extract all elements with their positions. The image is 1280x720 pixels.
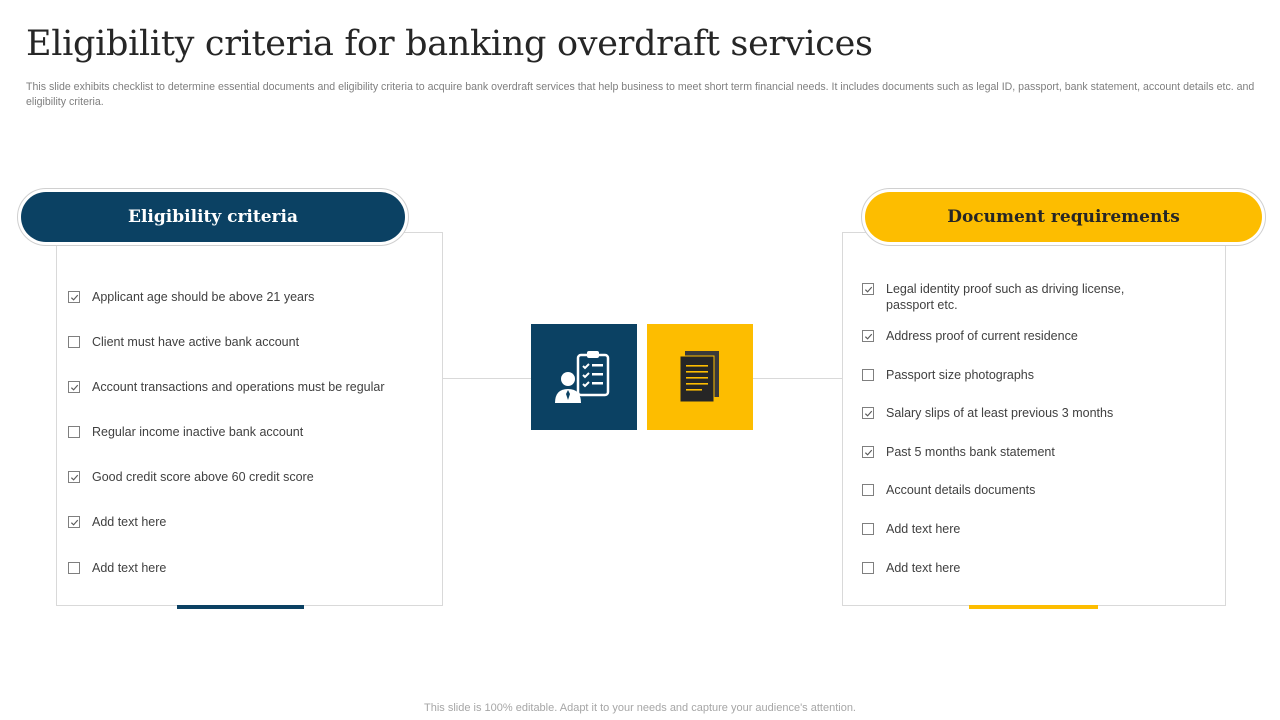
checklist-item (862, 405, 1152, 421)
checked-checkbox-icon[interactable] (862, 407, 874, 419)
checklist-item-label: Client must have active bank account (92, 335, 300, 349)
connector-right-horizontal (753, 378, 843, 379)
checklist-item (68, 334, 428, 350)
checklist-item-label: Legal identity proof such as driving license, passport etc. (886, 282, 1125, 312)
empty-checkbox-icon[interactable] (862, 523, 874, 535)
documents-icon (647, 324, 753, 430)
checklist-item (862, 328, 1152, 344)
eligibility-heading: Eligibility criteria (21, 192, 405, 242)
documents-heading-pill (861, 188, 1266, 246)
empty-checkbox-icon[interactable] (862, 369, 874, 381)
checklist-item-label: Add text here (92, 561, 167, 575)
checked-checkbox-icon[interactable] (862, 283, 874, 295)
empty-checkbox-icon[interactable] (68, 336, 80, 348)
person-checklist-icon (531, 324, 637, 430)
checklist-item-label: Account transactions and operations must be regular (92, 380, 385, 394)
empty-checkbox-icon[interactable] (862, 484, 874, 496)
checklist-item-label: Applicant age should be above 21 years (92, 290, 315, 304)
documents-heading: Document requirements (865, 192, 1262, 242)
checklist-item-label: Past 5 months bank statement (886, 445, 1055, 459)
checked-checkbox-icon[interactable] (68, 291, 80, 303)
slide-title: Eligibility criteria for banking overdraft services (26, 24, 873, 64)
checklist-item (68, 424, 428, 440)
eligibility-heading-pill (17, 188, 409, 246)
checklist-item (862, 482, 1152, 498)
connector-left-horizontal (441, 378, 531, 379)
checklist-item-label: Add text here (886, 561, 961, 575)
checklist-item-label: Regular income inactive bank account (92, 425, 304, 439)
checklist-item (862, 444, 1152, 460)
checklist-item (68, 469, 428, 485)
checklist-item-label: Good credit score above 60 credit score (92, 470, 314, 484)
checklist-item (862, 367, 1152, 383)
checked-checkbox-icon[interactable] (68, 516, 80, 528)
checklist-item-label: Add text here (886, 522, 961, 536)
checklist-item (68, 514, 428, 530)
empty-checkbox-icon[interactable] (68, 562, 80, 574)
checklist-item-label: Add text here (92, 515, 167, 529)
documents-accent-bar (969, 605, 1098, 609)
checklist-item (862, 281, 1152, 313)
checklist-item (862, 521, 1152, 537)
checklist-item (862, 560, 1152, 576)
checklist-item (68, 560, 428, 576)
eligibility-accent-bar (177, 605, 304, 609)
checklist-item-label: Passport size photographs (886, 368, 1035, 382)
checklist-item-label: Address proof of current residence (886, 329, 1078, 343)
slide-footer: This slide is 100% editable. Adapt it to your needs and capture your audience's attention. (424, 702, 856, 714)
checked-checkbox-icon[interactable] (68, 381, 80, 393)
checklist-item-label: Account details documents (886, 483, 1036, 497)
checked-checkbox-icon[interactable] (68, 471, 80, 483)
checklist-item (68, 289, 428, 305)
checklist-item-label: Salary slips of at least previous 3 months (886, 406, 1114, 420)
checklist-item (68, 379, 428, 395)
slide-subtitle: This slide exhibits checklist to determine essential documents and eligibility criteria to acquire bank overdraft services that help business to meet short term financial needs. It includes documents such as legal ID, passport, bank statement, account details etc. and eligibility criteria. (26, 81, 1255, 108)
checked-checkbox-icon[interactable] (862, 446, 874, 458)
checked-checkbox-icon[interactable] (862, 330, 874, 342)
empty-checkbox-icon[interactable] (68, 426, 80, 438)
empty-checkbox-icon[interactable] (862, 562, 874, 574)
